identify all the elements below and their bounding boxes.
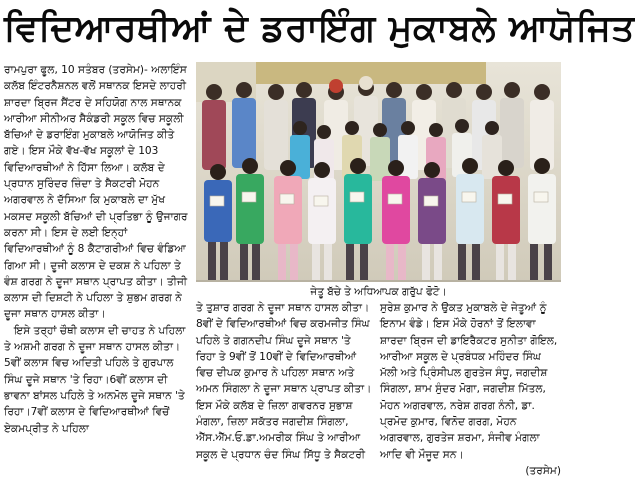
headline: ਵਿਦਿਆਰਥੀਆਂ ਦੇ ਡਰਾਇੰਗ ਮੁਕਾਬਲੇ ਆਯੋਜਿਤ [4,8,635,49]
photo-caption: ਜੇਤੂ ਬੱਚੇ ਤੇ ਅਧਿਆਪਕ ਗਰੁੱਪ ਫੋਟੋ। [196,285,561,299]
article-column-left [4,62,190,480]
group-photo-illustration [196,62,561,292]
article-column-right [380,300,561,480]
article-paragraph: ਇਸੇ ਤਰ੍ਹਾਂ ਚੌਥੀ ਕਲਾਸ ਦੀ ਚਾਹਤ ਨੇ ਪਹਿਲਾ ਤੇ ਅਸ਼ਮੀ ਗਰਗ ਨੇ ਦੂਜਾ ਸਥਾਨ ਹਾਸਲ ਕੀਤਾ। 5ਵੀਂ ਕਲਾਸ ਵਿਚ ਅਦਿਤੀ ਪਹਿਲੇ ਤੇ ਗੁਰਪਾਲ ਸਿੰਘ ਦੂਜੇ ਸਥਾਨ 'ਤੇ ਰਿਹਾ।6ਵੀਂ ਕਲਾਸ ਦੀ ਭਾਵਨਾ ਬਾਂਸਲ ਪਹਿਲੇ ਤੇ ਅਨਮੋਲ ਦੂਜੇ ਸਥਾਨ 'ਤੇ ਰਿਹਾ।7ਵੀਂ ਕਲਾਸ ਦੇ ਵਿਦਿਆਰਥੀਆਂ ਵਿਚੋਂ ਏਕਮਪ੍ਰੀਤ ਨੇ ਪਹਿਲਾ [4,324,186,435]
group-photo [196,62,561,292]
article-column-middle [196,300,372,480]
article-paragraph: ਸੁਰੇਸ਼ ਕੁਮਾਰ ਨੇ ਉਕਤ ਮੁਕਾਬਲੇ ਦੇ ਜੇਤੂਆਂ ਨੂੰ ਇਨਾਮ ਵੰਡੇ। ਇਸ ਮੌਕੇ ਹੋਰਨਾਂ ਤੋਂ ਇਲਾਵਾ ਸ਼ਾਰਦਾ ਬ੍ਰਿਜ ਦੀ ਡਾਇਰੈਕਟਰ ਸੁਨੀਤਾ ਗੋਇਲ, ਆਰੀਆ ਸਕੂਲ ਦੇ ਪ੍ਰਬੰਧਕ ਮਹਿੰਦਰ ਸਿੰਘ ਮੱਲੀ ਅਤੇ ਪ੍ਰਿੰਸੀਪਲ ਗੁਰਤੇਜ ਸੰਧੂ, ਜਗਦੀਸ਼ ਸਿੰਗਲਾ, ਸ਼ਾਮ ਸੁੰਦਰ ਮੋਗਾ, ਜਗਦੀਸ਼ ਮਿੱਤਲ, ਮੋਹਨ ਅਗਰਵਾਲ, ਨਰੇਸ਼ ਗਰਗ ਨੰਨੀ, ਡਾ. ਪ੍ਰਮੋਦ ਕੁਮਾਰ, ਵਿਨੋਦ ਗਰਗ, ਮੋਹਨ ਅਗਰਵਾਲ, ਗੁਰਤੇਜ ਸ਼ਰਮਾ, ਸੰਜੀਵ ਮੰਗਲਾ ਆਦਿ ਵੀ ਮੌਜੂਦ ਸਨ। [380,302,558,461]
article-paragraph: ਰਾਮਪੁਰਾ ਫੂਲ, 10 ਸਤੰਬਰ (ਤਰਸੇਮ)- ਅਲਾਇੰਸ ਕਲੱਬ ਇੰਟਰਨੈਸ਼ਨਲ ਵਲੋਂ ਸਥਾਨਕ ਇਸਦੇ ਲਾਹਰੀ ਸ਼ਾਰਦਾ ਬ੍ਰਿਜ ਸੈਂਟਰ ਦੇ ਸਹਿਯੋਗ ਨਾਲ ਸਥਾਨਕ ਆਰੀਆ ਸੀਨੀਅਰ ਸੈਕੰਡਰੀ ਸਕੂਲ ਵਿਚ ਸਕੂਲੀ ਬੱਚਿਆਂ ਦੇ ਡਰਾਇੰਗ ਮੁਕਾਬਲੇ ਆਯੋਜਿਤ ਕੀਤੇ ਗਏ। ਇਸ ਮੌਕੇ ਵੱਖ-ਵੱਖ ਸਕੂਲਾਂ ਦੇ 103 ਵਿਦਿਆਰਥੀਆਂ ਨੇ ਹਿੱਸਾ ਲਿਆ। ਕਲੱਬ ਦੇ ਪ੍ਰਧਾਨ ਸੁਰਿੰਦਰ ਜ਼ਿੰਦਾ ਤੇ ਸੈਕਟਰੀ ਮੋਹਨ ਅਗਰਵਾਲ ਨੇ ਦੱਸਿਆ ਕਿ ਮੁਕਾਬਲੇ ਦਾ ਮੁੱਖ ਮਕਸਦ ਸਕੂਲੀ ਬੱਚਿਆਂ ਦੀ ਪ੍ਰਤਿਭਾ ਨੂੰ ਉਜਾਗਰ ਕਰਨਾ ਸੀ। ਇਸ ਦੇ ਲਈ ਇਨ੍ਹਾਂ ਵਿਦਿਆਰਥੀਆਂ ਨੂੰ 8 ਕੈਟਾਗਰੀਆਂ ਵਿਚ ਵੰਡਿਆ ਗਿਆ ਸੀ। ਦੂਜੀ ਕਲਾਸ ਦੇ ਦਕਸ਼ ਨੇ ਪਹਿਲਾ ਤੇ ਵੰਸ਼ ਗਰਗ ਨੇ ਦੂਜਾ ਸਥਾਨ ਪ੍ਰਾਪਤ ਕੀਤਾ। ਤੀਜੀ ਕਲਾਸ ਦੀ ਦਿਸ਼ਟੀ ਨੇ ਪਹਿਲਾ ਤੇ ਸ਼ੁਭਮ ਗਰਗ ਨੇ ਦੂਜਾ ਸਥਾਨ ਹਾਸਲ ਕੀਤਾ। [4,64,188,321]
byline-signoff: (ਤਰਸੇਮ) [525,464,561,477]
article-paragraph: ਤੇ ਤੁਸ਼ਾਰ ਗਰਗ ਨੇ ਦੂਜਾ ਸਥਾਨ ਹਾਸਲ ਕੀਤਾ। 8ਵੀਂ ਦੇ ਵਿਦਿਆਰਥੀਆਂ ਵਿਚ ਕਰਮਜੀਤ ਸਿੰਘ ਪਹਿਲੇ ਤੇ ਗਗਨਦੀਪ ਸਿੰਘ ਦੂਜੇ ਸਥਾਨ 'ਤੇ ਰਿਹਾ ਤੇ 9ਵੀਂ ਤੋਂ 10ਵੀਂ ਦੇ ਵਿਦਿਆਰਥੀਆਂ ਵਿਚ ਦੀਪਕ ਕੁਮਾਰ ਨੇ ਪਹਿਲਾ ਸਥਾਨ ਅਤੇ ਅਮਨ ਸਿੰਗਲਾ ਨੇ ਦੂਜਾ ਸਥਾਨ ਪ੍ਰਾਪਤ ਕੀਤਾ। ਇਸ ਮੌਕੇ ਕਲੱਬ ਦੇ ਜ਼ਿਲਾ ਗਵਰਨਰ ਸੁਭਾਸ਼ ਮੰਗਲਾ, ਜ਼ਿਲਾ ਸਕੱਤਰ ਜਗਦੀਸ਼ ਸਿੰਗਲਾ, ਐੱਸ.ਐੱਮ.ਓ.ਡਾ.ਅਮਰੀਕ ਸਿੰਘ ਤੇ ਆਰੀਆ ਸਕੂਲ ਦੇ ਪ੍ਰਧਾਨ ਚੰਦ ਸਿੰਘ ਸਿੱਧੂ ਤੇ ਸੈਕਟਰੀ [196,302,372,461]
